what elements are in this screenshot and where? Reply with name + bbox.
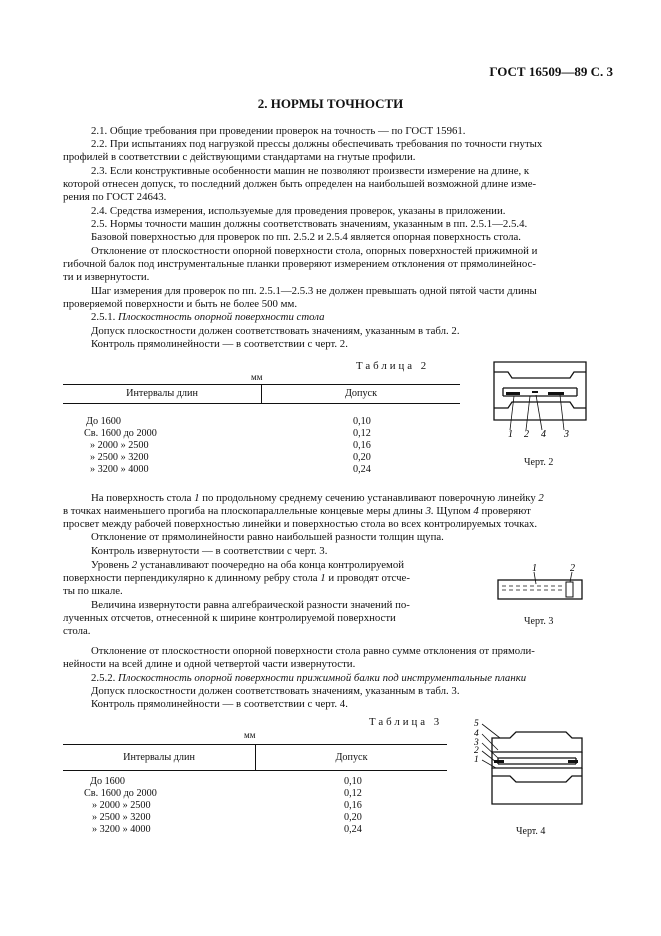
figure-2-drawing xyxy=(488,358,592,443)
table-cell: 0,10 xyxy=(353,416,371,427)
paragraph: Контроль извернутости — в соответствии с черт. 3. xyxy=(91,545,328,557)
text-run: устанавливают поочередно на оба конца контролируемой xyxy=(137,559,405,571)
paragraph: Отклонение от плоскостности опорной поверхности стола равно сумме отклонения от прямоли- xyxy=(91,645,535,657)
paragraph: 2.5. Нормы точности машин должны соответствовать значениям, указанным в пп. 2.5.1—2.5.4. xyxy=(91,218,528,230)
ref-number: 1 xyxy=(194,492,200,504)
table-col-header: Интервалы длин xyxy=(126,388,198,399)
subsection-heading xyxy=(91,672,526,685)
figure-4-drawing xyxy=(470,712,590,812)
table-cell: » 2000 » 2500 xyxy=(90,440,149,451)
table-cell: До 1600 xyxy=(86,416,121,427)
figure-caption: Черт. 2 xyxy=(524,457,554,468)
subsection-title: Плоскостность опорной поверхности прижимной балки под инструментальные планки xyxy=(118,672,527,684)
figure-caption: Черт. 4 xyxy=(516,826,546,837)
figure-3-drawing xyxy=(494,562,590,607)
paragraph: нейности на всей длине и одной четвертой части извернутости. xyxy=(63,658,356,670)
paragraph: Отклонение от плоскостности опорной поверхности стола, опорных поверхностей прижимной и xyxy=(91,245,538,257)
table-cell: Св. 1600 до 2000 xyxy=(84,788,157,799)
figure-label: 1 xyxy=(532,563,537,574)
subsection-title: Плоскостность опорной поверхности стола xyxy=(118,311,325,323)
ref-number: 4 xyxy=(473,505,479,517)
paragraph: гибочной балок под инструментальные планки проверяют измерением отклонения от прямолинейнос- xyxy=(63,258,536,270)
paragraph: 2.3. Если конструктивные особенности машин не позволяют произвести измерение на длине, к xyxy=(91,165,530,177)
paragraph: Допуск плоскостности должен соответствовать значениям, указанным в табл. 3. xyxy=(91,685,460,697)
table-unit: мм xyxy=(244,730,256,740)
table-col-header: Допуск xyxy=(344,388,378,399)
table-cell: Св. 1600 до 2000 xyxy=(84,428,157,439)
paragraph: ти и извернутости. xyxy=(63,271,150,283)
subsection-number: 2.5.1. xyxy=(91,311,116,323)
table-cell: 0,20 xyxy=(353,452,371,463)
table-cell: 0,16 xyxy=(353,440,371,451)
figure-label: 4 xyxy=(474,729,479,739)
figure-label: 4 xyxy=(541,429,546,440)
paragraph: проверяемой поверхности и быть не более 500 мм. xyxy=(63,298,298,310)
text-run: проверяют xyxy=(478,505,531,517)
table-cell: 0,12 xyxy=(344,788,362,799)
paragraph: лученных отсчетов, отнесенной к ширине контролируемой поверхности xyxy=(63,612,396,624)
table-cell: 0,16 xyxy=(344,800,362,811)
table-col-header: Допуск xyxy=(335,752,368,763)
figure-caption: Черт. 3 xyxy=(524,616,554,627)
paragraph: 2.4. Средства измерения, используемые для проведения проверок, указаны в приложении. xyxy=(91,205,506,217)
paragraph: 2.2. При испытаниях под нагрузкой прессы должны обеспечивать требования по точности гнутых xyxy=(91,138,543,150)
paragraph: Контроль прямолинейности — в соответствии с черт. 4. xyxy=(91,698,348,710)
table-cell: 0,10 xyxy=(344,776,362,787)
paragraph: рения по ГОСТ 24643. xyxy=(63,191,167,203)
text-run: по продольному среднему сечению устанавливают поверочную линейку xyxy=(199,492,539,504)
paragraph: Допуск плоскостности должен соответствовать значениям, указанным в табл. 2. xyxy=(91,325,460,337)
figure-label: 3 xyxy=(474,738,479,748)
table-unit: мм xyxy=(251,372,263,382)
paragraph: Отклонение от прямолинейности равно наибольшей разности толщин щупа. xyxy=(91,531,444,543)
table-cell: » 2500 » 3200 xyxy=(92,812,151,823)
figure-label: 2 xyxy=(524,429,529,440)
ref-number: 2 xyxy=(131,559,138,571)
table-cell: 0,12 xyxy=(353,428,371,439)
ref-number: 2 xyxy=(538,492,544,504)
section-title: 2. НОРМЫ ТОЧНОСТИ xyxy=(257,96,404,111)
paragraph xyxy=(91,559,404,572)
text-run: На поверхность стола xyxy=(91,492,195,504)
figure-label: 2 xyxy=(474,746,479,756)
table-cell: 0,24 xyxy=(353,464,371,475)
ref-number: 3. xyxy=(425,505,434,517)
table-cell: » 2500 » 3200 xyxy=(90,452,149,463)
table-cell: 0,24 xyxy=(344,824,362,835)
paragraph: Базовой поверхностью для проверок по пп. 2.5.2 и 2.5.4 является опорная поверхность стола. xyxy=(91,231,521,243)
ref-number: 1 xyxy=(320,572,326,584)
paragraph: профилей в соответствии с действующими стандартами на гнутые профили. xyxy=(63,151,416,163)
table-col-header: Интервалы длин xyxy=(123,752,195,763)
figure-label: 5 xyxy=(474,719,479,729)
subsection-heading xyxy=(91,311,325,324)
paragraph: Величина извернутости равна алгебраической разности значений по- xyxy=(91,599,410,611)
paragraph: Шаг измерения для проверок по пп. 2.5.1—2.5.3 не должен превышать одной пятой части длины xyxy=(91,285,537,297)
paragraph xyxy=(63,505,531,518)
figure-label: 1 xyxy=(474,755,479,765)
paragraph xyxy=(91,492,544,505)
table-cell: » 2000 » 2500 xyxy=(92,800,151,811)
table-cell: До 1600 xyxy=(90,776,125,787)
paragraph: ты по шкале. xyxy=(63,585,123,597)
paragraph: 2.1. Общие требования при проведении проверок на точность — по ГОСТ 15961. xyxy=(91,125,466,137)
figure-label: 1 xyxy=(508,429,513,440)
paragraph: Контроль прямолинейности — в соответствии с черт. 2. xyxy=(91,338,348,350)
subsection-number: 2.5.2. xyxy=(91,672,116,684)
table-caption: Таблица 2 xyxy=(356,360,430,372)
table-caption: Таблица 3 xyxy=(369,716,443,728)
figure-label: 2 xyxy=(570,563,575,574)
table-cell: » 3200 » 4000 xyxy=(90,464,149,475)
text-run: Уровень xyxy=(91,559,132,571)
table-cell: 0,20 xyxy=(344,812,362,823)
text-run: поверхности перпендикулярно к длинному ребру стола xyxy=(63,572,321,584)
paragraph: стола. xyxy=(63,625,91,637)
text-run: Щупом xyxy=(433,505,474,517)
paragraph: которой отнесен допуск, то последний должен быть определен на наибольшей возможной длине изме- xyxy=(63,178,537,190)
text-run: и проводят отсче- xyxy=(325,572,410,584)
paragraph: просвет между рабочей поверхностью линейки и поверхностью стола во всех контролируемых точках. xyxy=(63,518,538,530)
paragraph xyxy=(63,572,410,585)
figure-label: 3 xyxy=(564,429,569,440)
page-header: ГОСТ 16509—89 С. 3 xyxy=(489,64,613,79)
table-cell: » 3200 » 4000 xyxy=(92,824,151,835)
text-run: в точках наименьшего прогиба на плоскопараллельные концевые меры длины xyxy=(63,505,426,517)
